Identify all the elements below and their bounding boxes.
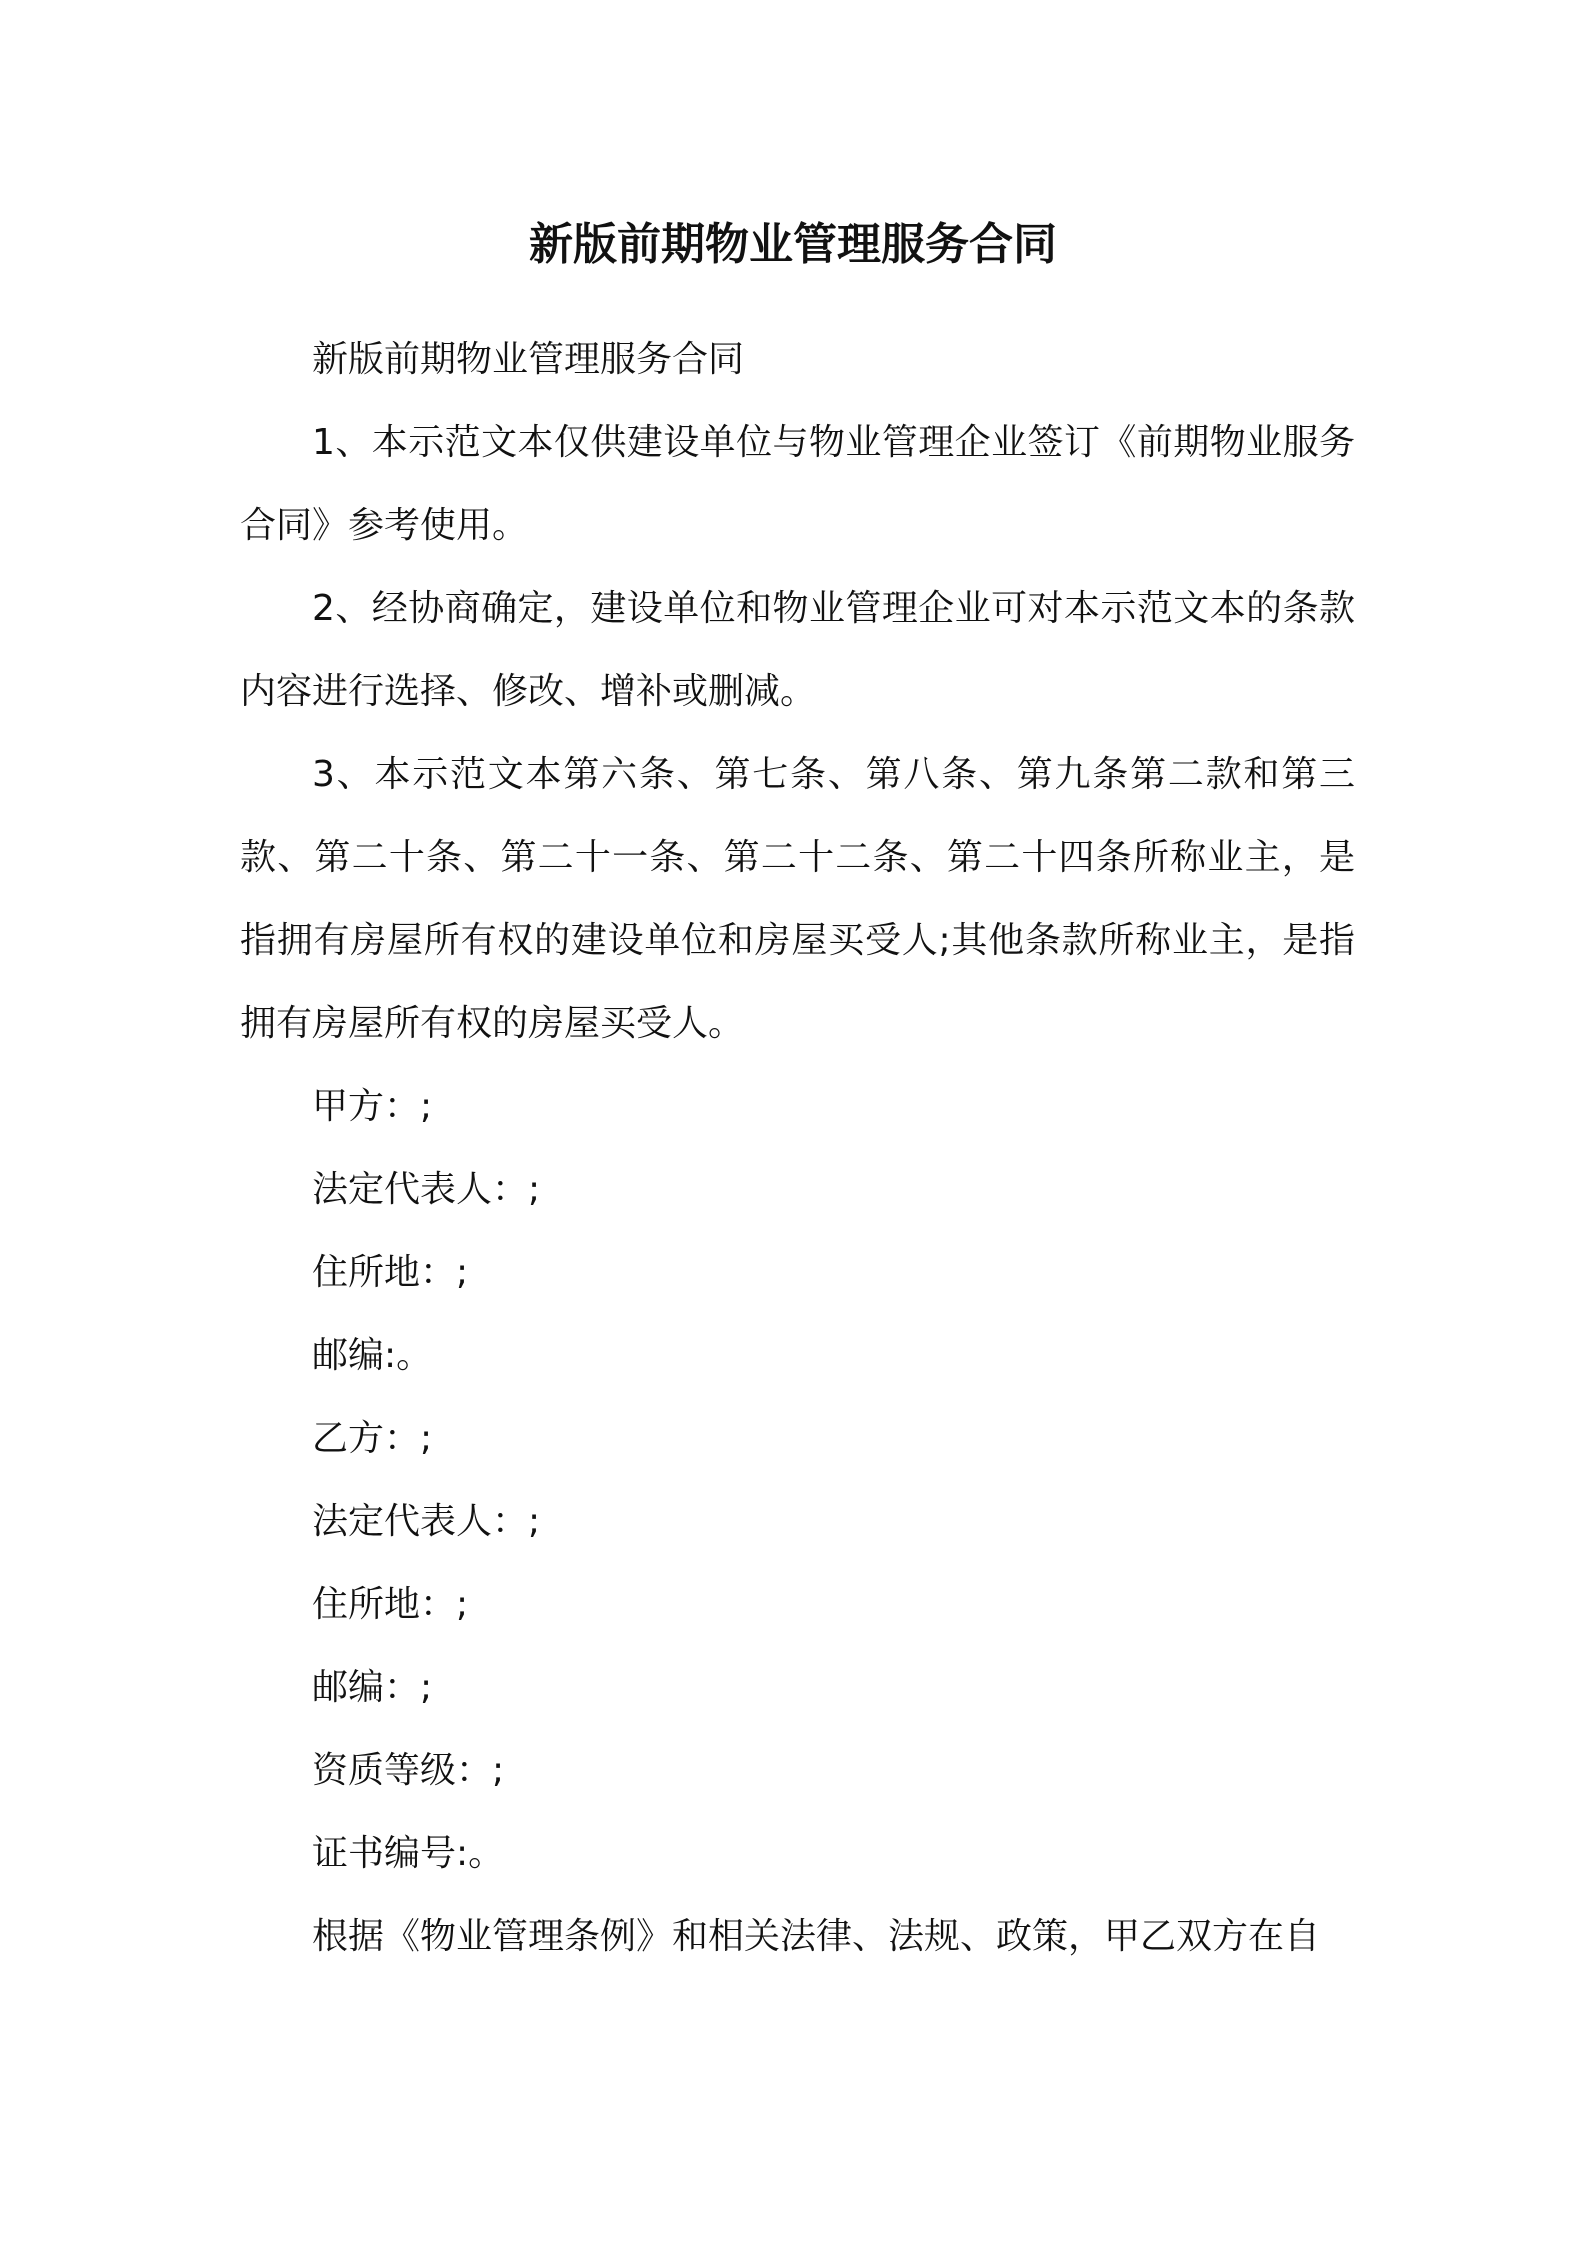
document-body: [240, 318, 1355, 1978]
party-b-postcode: 邮编：;: [312, 1667, 433, 1708]
party-a-name: 甲方：;: [312, 1086, 433, 1127]
party-b-name: 乙方：;: [312, 1418, 433, 1459]
party-b-address: 住所地：;: [312, 1584, 469, 1625]
party-a-postcode: 邮编:。: [312, 1335, 433, 1376]
note-1: 1、本示范文本仅供建设单位与物业管理企业签订《前期物业服务合同》参考使用。: [240, 422, 1355, 546]
party-a-address: 住所地：;: [312, 1252, 469, 1293]
note-2: 2、经协商确定，建设单位和物业管理企业可对本示范文本的条款内容进行选择、修改、增补或删减。: [240, 588, 1355, 712]
party-b-certificate: 证书编号:。: [312, 1833, 505, 1874]
document-subtitle: 新版前期物业管理服务合同: [312, 339, 745, 380]
document-title: 新版前期物业管理服务合同: [529, 219, 1057, 270]
closing-paragraph: 根据《物业管理条例》和相关法律、法规、政策，甲乙双方在自: [312, 1916, 1321, 1957]
party-a-representative: 法定代表人：;: [312, 1169, 541, 1210]
note-3: 3、本示范文本第六条、第七条、第八条、第九条第二款和第三款、第二十条、第二十一条、第二十二条、第二十四条所称业主，是指拥有房屋所有权的建设单位和房屋买受人;其他条款所称业主，是指拥有房屋所有权的房屋买受人。: [240, 754, 1355, 1044]
party-b-representative: 法定代表人：;: [312, 1501, 541, 1542]
party-b-qualification: 资质等级：;: [312, 1750, 505, 1791]
